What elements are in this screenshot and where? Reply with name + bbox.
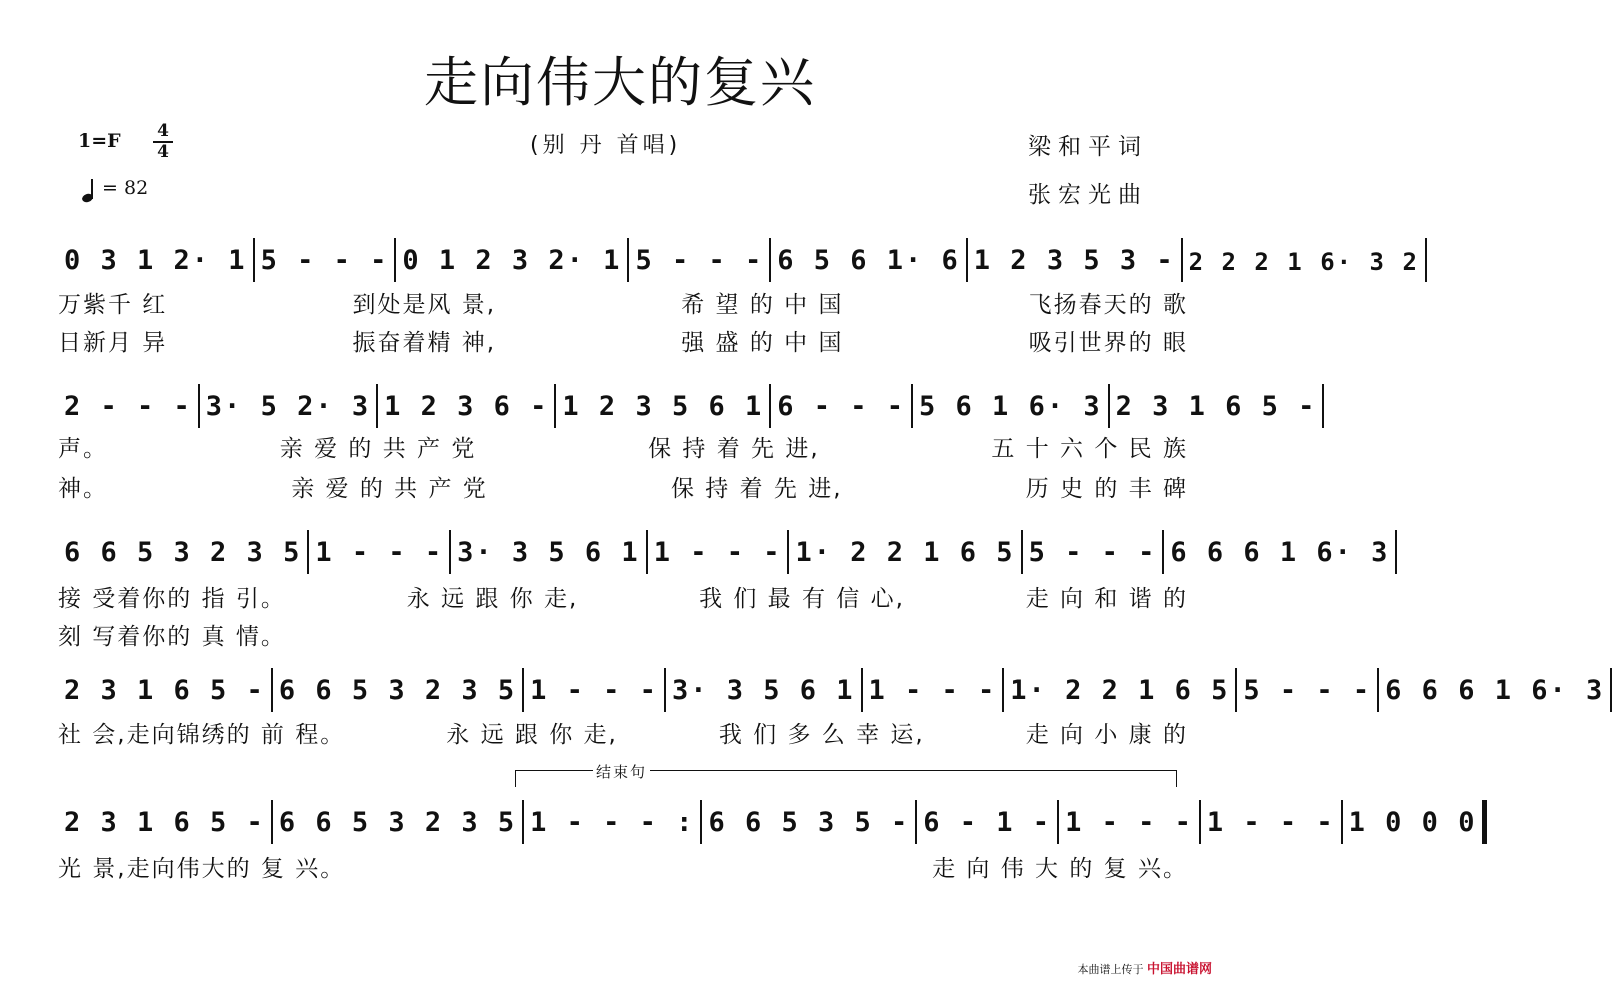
footer: [1077, 958, 1212, 977]
measure: 1 - - -: [653, 537, 782, 568]
lyric-segment: 我 们 多 么 幸 运,: [718, 722, 925, 748]
lyric-segment: 到处是风 景,: [352, 292, 497, 318]
quarter-note-icon: [82, 176, 96, 202]
measure: 6 6 5 3 2 3 5: [278, 807, 517, 838]
measure: 1 - - - :: [530, 807, 695, 838]
measure: 2 2 2 1 6· 3 2: [1188, 248, 1419, 276]
site-logo: 中国曲谱网: [1146, 962, 1212, 977]
score-row: [58, 384, 1317, 428]
measure: 2 - - -: [64, 391, 192, 422]
lyric-segment: 吸引世界的 眼: [1028, 330, 1188, 356]
lyric-segment: 走 向 小 康 的: [1025, 722, 1188, 748]
score-row: [58, 530, 1390, 574]
barline: [1425, 238, 1427, 282]
lyric-segment: 永 远 跟 你 走,: [446, 722, 618, 748]
measure: 1· 2 2 1 6 5: [795, 537, 1015, 568]
song-title: 走向伟大的复兴: [424, 51, 816, 114]
measure: 1 2 3 5 3 -: [973, 245, 1175, 276]
footer-text: 本曲谱上传于: [1077, 963, 1144, 976]
measure: 6 6 5 3 2 3 5: [278, 675, 517, 706]
lyric-line: [58, 430, 1188, 463]
measure: 3· 3 5 6 1: [457, 537, 640, 568]
measure: 6 6 6 1 6· 3: [1170, 537, 1390, 568]
measure: 3· 5 2· 3: [205, 391, 371, 422]
time-signature: [152, 122, 174, 162]
measure: 5 - - -: [1028, 537, 1157, 568]
time-signature-top: 4: [157, 121, 169, 141]
measure: 0 1 2 3 2· 1: [402, 245, 622, 276]
barline: [1482, 800, 1487, 844]
time-signature-bottom: 4: [157, 142, 169, 162]
measure: 5 - - -: [1243, 675, 1372, 706]
lyric-segment: 我 们 最 有 信 心,: [699, 586, 905, 612]
lyric-segment: 声。: [58, 436, 108, 462]
lyric-segment: 走 向 伟 大 的 复 兴。: [932, 856, 1188, 882]
measure: 1 - - -: [1206, 807, 1335, 838]
lyric-line: [58, 618, 1188, 651]
score-row: [58, 800, 1477, 844]
key-signature: 1=F: [78, 130, 121, 152]
lyric-line: [58, 580, 1188, 613]
tempo-value: = 82: [102, 177, 149, 199]
score-row: [58, 238, 1419, 282]
measure: 6 - 1 -: [923, 807, 1052, 838]
measure: 0 3 1 2· 1: [64, 245, 247, 276]
barline: [1322, 384, 1324, 428]
measure: 1 - - -: [530, 675, 658, 706]
lyric-line: [58, 324, 1188, 357]
measure: 2 3 1 6 5 -: [64, 807, 265, 838]
lyric-segment: 亲 爱 的 共 产 党: [291, 476, 488, 502]
lyric-segment: 刻 写着你的 真 情。: [58, 624, 286, 650]
measure: 1 2 3 6 -: [384, 391, 549, 422]
measure: 5 - - -: [635, 245, 764, 276]
lyric-segment: 日新月 异: [58, 330, 168, 356]
lyric-segment: 接 受着你的 指 引。: [58, 586, 286, 612]
lyric-segment: 强 盛 的 中 国: [681, 330, 844, 356]
composer-credit: 张宏光曲: [1028, 182, 1148, 208]
tempo-marking: [82, 176, 148, 202]
measure: 6 6 5 3 5 -: [708, 807, 910, 838]
lyric-segment: 历 史 的 丰 碑: [1025, 476, 1188, 502]
measure: 2 3 1 6 5 -: [1115, 391, 1317, 422]
lyric-segment: 五 十 六 个 民 族: [991, 436, 1188, 462]
measure: 6 5 6 1· 6: [777, 245, 960, 276]
lyric-segment: 希 望 的 中 国: [681, 292, 844, 318]
ending-label: 结束句: [593, 761, 650, 782]
measure: 6 - - -: [777, 391, 906, 422]
measure: 1 - - -: [1065, 807, 1193, 838]
lyric-line: [58, 286, 1188, 319]
lyric-segment: 光 景,走向伟大的 复 兴。: [58, 856, 346, 882]
lyric-segment: 振奋着精 神,: [352, 330, 497, 356]
measure: 1· 2 2 1 6 5: [1010, 675, 1230, 706]
measure: 6 6 5 3 2 3 5: [64, 537, 302, 568]
lyric-segment: 亲 爱 的 共 产 党: [279, 436, 477, 462]
lyric-segment: 永 远 跟 你 走,: [406, 586, 579, 612]
lyric-segment: 神。: [58, 476, 108, 502]
measure: 3· 3 5 6 1: [671, 675, 855, 706]
barline: [1395, 530, 1397, 574]
lyricist-credit: 梁和平词: [1028, 134, 1148, 160]
measure: 1 0 0 0: [1348, 807, 1477, 838]
lyric-line: [58, 470, 1188, 503]
lyric-line: [58, 716, 1188, 749]
measure: 5 - - -: [260, 245, 389, 276]
lyric-segment: 保 持 着 先 进,: [648, 436, 820, 462]
lyric-segment: 万紫千 红: [58, 292, 168, 318]
lyric-segment: 保 持 着 先 进,: [670, 476, 843, 502]
score-row: [58, 668, 1605, 712]
lyric-segment: 飞扬春天的 歌: [1028, 292, 1188, 318]
measure: 1 - - -: [868, 675, 997, 706]
measure: 2 3 1 6 5 -: [64, 675, 265, 706]
lyric-segment: 走 向 和 谐 的: [1025, 586, 1188, 612]
lyric-segment: 社 会,走向锦绣的 前 程。: [58, 722, 346, 748]
measure: 1 - - -: [315, 537, 444, 568]
singer-credit: (别 丹 首唱): [530, 133, 682, 158]
lyric-line: [58, 850, 1188, 883]
measure: 6 6 6 1 6· 3: [1385, 675, 1605, 706]
measure: 1 2 3 5 6 1: [562, 391, 764, 422]
measure: 5 6 1 6· 3: [919, 391, 1102, 422]
